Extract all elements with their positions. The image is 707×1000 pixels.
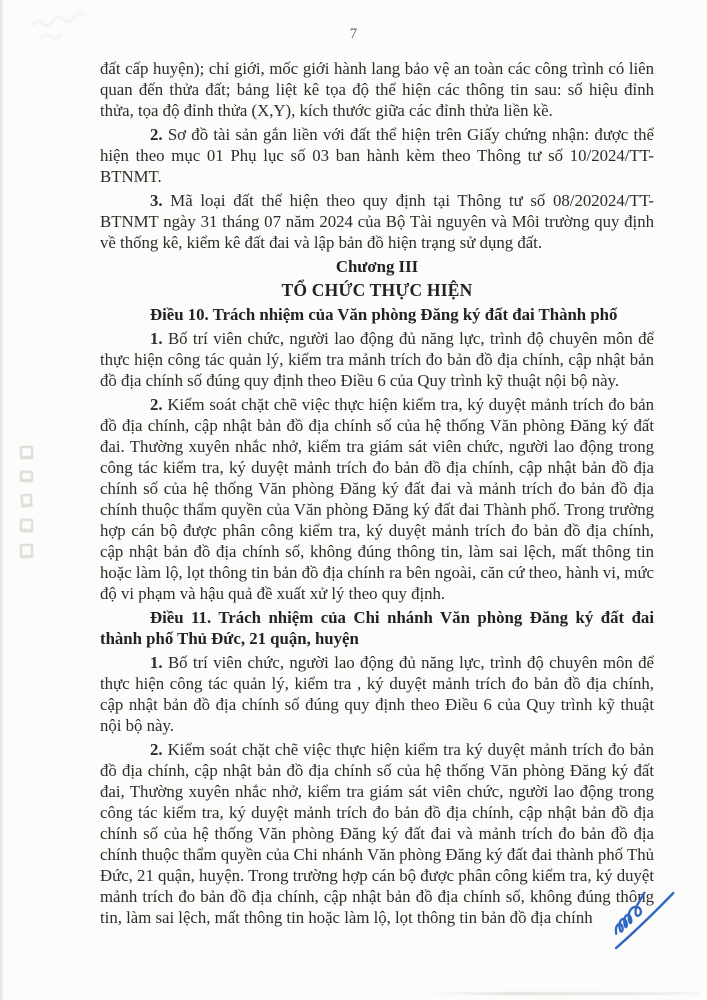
item-number: 2. (150, 125, 163, 144)
numbered-item-3 (100, 190, 654, 253)
article-11-item-1 (100, 652, 654, 736)
item-text: Mã loại đất thể hiện theo quy định tại Thông tư số 08/202024/TT-BTNMT ngày 31 tháng 07 năm 2024 của Bộ Tài nguyên và Môi trường quy định về thống kê, kiểm kê đất đai và lập bản đồ hiện trạng sử dụng đất. (100, 191, 654, 252)
stamp-mark (19, 544, 32, 558)
item-number: 2. (150, 395, 163, 414)
item-text: Bố trí viên chức, người lao động đủ năng lực, trình độ chuyên môn để thực hiện công tác quản lý, kiểm tra mảnh trích đo bản đồ địa chính, cập nhật bản đồ địa chính số đúng quy định theo Điều 6 của Quy trình kỹ thuật nội bộ này. (100, 329, 654, 390)
paragraph-continuation (100, 58, 654, 121)
margin-stamp-marks (16, 446, 36, 570)
article-10-heading: Điều 10. Trách nhiệm của Văn phòng Đăng ký đất đai Thành phố (150, 305, 618, 324)
item-number: 1. (150, 329, 163, 348)
stamp-mark (19, 446, 33, 460)
article-11-item-2 (100, 739, 654, 928)
item-number: 3. (150, 191, 163, 210)
item-number: 1. (150, 653, 163, 672)
document-body (100, 58, 654, 931)
stamp-mark (19, 519, 32, 532)
scan-artifact-line (428, 992, 700, 995)
stamp-mark (20, 493, 32, 507)
article-10-item-2 (100, 394, 654, 604)
chapter-title: TỔ CHỨC THỰC HIỆN (281, 280, 473, 300)
page-number: 7 (349, 26, 358, 42)
paragraph-text: đất cấp huyện); chỉ giới, mốc giới hành lang bảo vệ an toàn các công trình có liên quan đến thửa đất; bảng liệt kê tọa độ thể hiện các thông tin sau: số hiệu đỉnh thửa, tọa độ đỉnh thửa (X,Y), kích thước giữa các đỉnh thửa liền kề. (100, 59, 654, 120)
stamp-mark (19, 471, 33, 483)
item-text: Sơ đồ tài sản gắn liền với đất thể hiện trên Giấy chứng nhận: được thể hiện theo mục 01 Phụ lục số 03 ban hành kèm theo Thông tư số 10/2024/TT-BTNMT. (100, 125, 654, 186)
item-text: Bố trí viên chức, người lao động đủ năng lực, trình độ chuyên môn để thực hiện công tác quản lý, kiểm tra , ký duyệt mảnh trích đo bản đồ địa chính, cập nhật bản đồ địa chính số đúng quy định theo Điều 6 của Quy trình kỹ thuật nội bộ này. (100, 653, 654, 735)
article-10-item-1 (100, 328, 654, 391)
item-number: 2. (150, 740, 163, 759)
chapter-label: Chương III (335, 257, 419, 276)
item-text: Kiểm soát chặt chẽ việc thực hiện kiểm tra, ký duyệt mảnh trích đo bản đồ địa chính, cập nhật bản đồ địa chính số của hệ thống Văn phòng Đăng ký đất đai. Thường xuyên nhắc nhở, kiểm tra giám sát viên chức, người lao động trong công tác kiểm tra, ký duyệt mảnh trích đo bản đồ địa chính, cập nhật bản đồ địa chính số của hệ thống Văn phòng Đăng ký đất đai và mảnh trích đo bản đồ địa chính thuộc thẩm quyền của Văn phòng Đăng ký đất đai Thành phố. Trong trường hợp cán bộ được phân công kiểm tra, ký duyệt mảnh trích đo bản đồ địa chính, cập nhật bản đồ địa chính số, không đúng thông tin, làm sai lệch, mất thông tin hoặc làm lộ, lọt thông tin bản đồ địa chính ra bên ngoài, căn cứ theo, hành vi, mức độ vi phạm và hậu quả đề xuất xử lý theo quy định. (100, 395, 654, 603)
numbered-item-2 (100, 124, 654, 187)
article-11-heading: Điều 11. Trách nhiệm của Chi nhánh Văn phòng Đăng ký đất đai thành phố Thủ Đức, 21 quận, huyện (100, 608, 654, 648)
scan-edge-shadow (0, 0, 4, 1000)
item-text: Kiểm soát chặt chẽ việc thực hiện kiểm tra ký duyệt mảnh trích đo bản đồ địa chính, cập nhật bản đồ địa chính số của hệ thống Văn phòng Đăng ký đất đai, Thường xuyên nhắc nhở, kiểm tra giám sát viên chức, người lao động trong công tác kiểm tra, ký duyệt mảnh trích đo bản đồ địa chính, cập nhật bản đồ địa chính số của hệ thống Văn phòng Đăng ký đất đai và mảnh trích đo bản đồ địa chính thuộc thẩm quyền của Chi nhánh Văn phòng Đăng ký đất đai thành phố Thủ Đức, 21 quận, huyện. Trong trường hợp cán bộ được phân công kiểm tra, ký duyệt mảnh trích đo bản đồ địa chính, cập nhật bản đồ địa chính số, không đúng thông tin, làm sai lệch, mất thông tin hoặc làm lộ, lọt thông tin bản đồ địa chính (100, 740, 654, 927)
